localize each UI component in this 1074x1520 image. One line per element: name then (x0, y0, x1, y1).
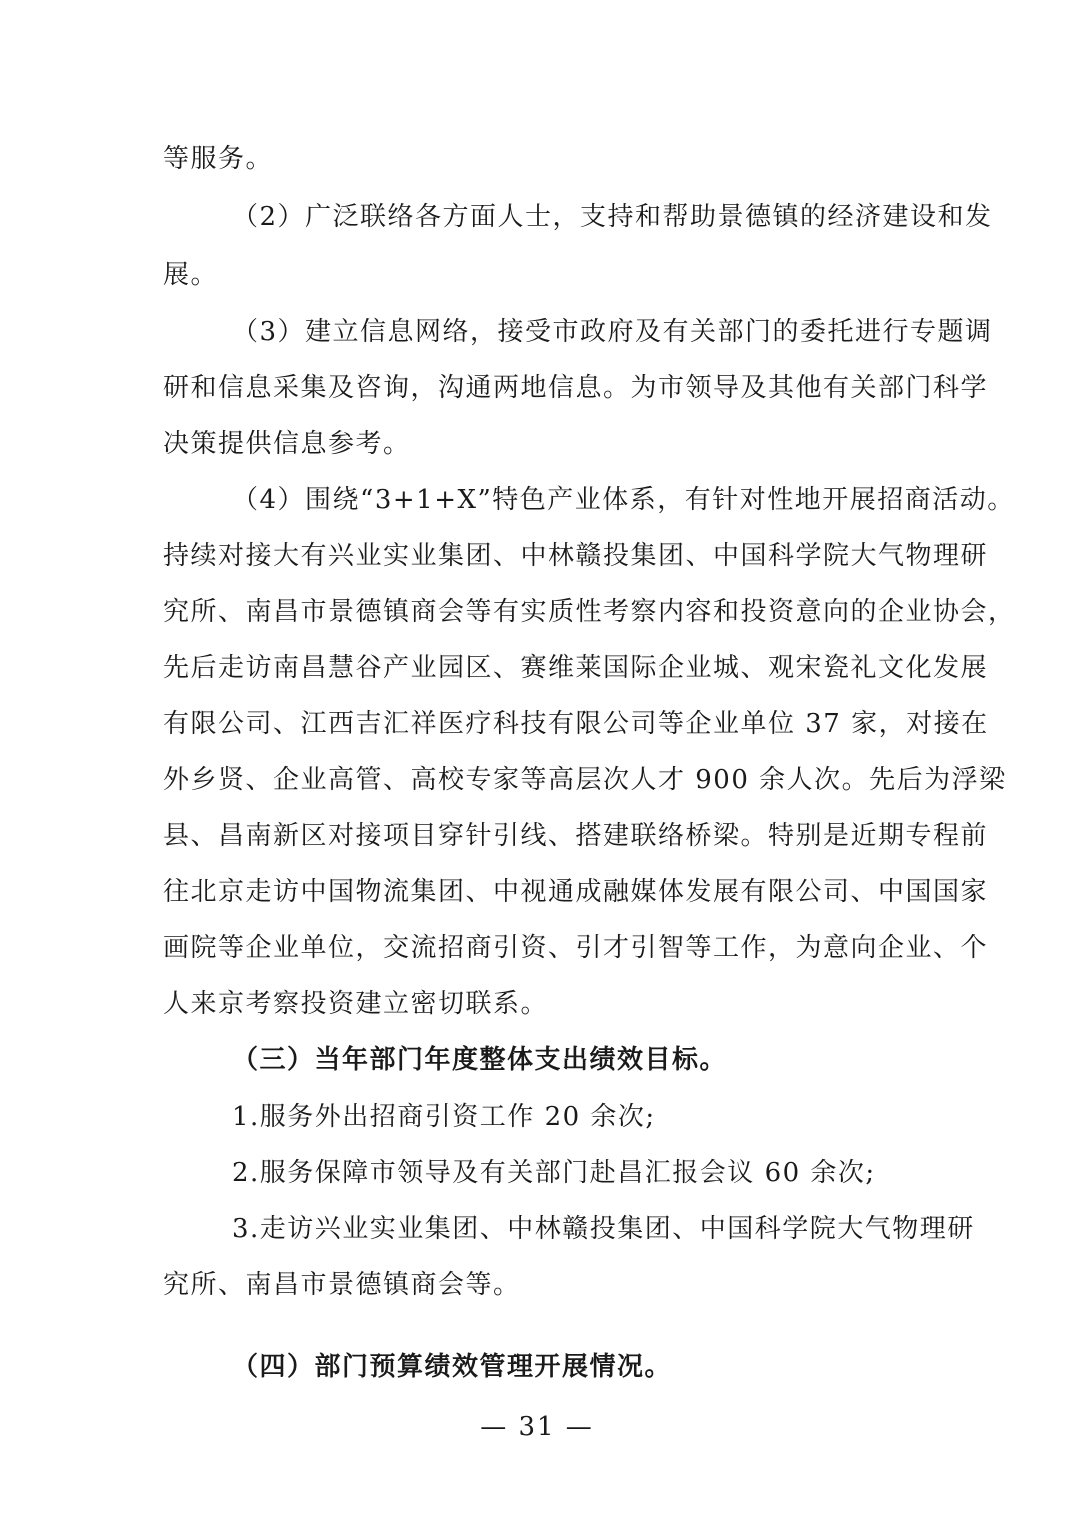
paragraph-line: 决策提供信息参考。 (163, 429, 411, 459)
paragraph-line: 等服务。 (163, 144, 274, 174)
list-item: 究所、南昌市景德镇商会等。 (163, 1270, 521, 1300)
paragraph-line: 往北京走访中国物流集团、中视通成融媒体发展有限公司、中国国家 (163, 877, 989, 907)
page-number: — 31 — (480, 1412, 594, 1442)
list-item: 3.走访兴业实业集团、中林赣投集团、中国科学院大气物理研 (232, 1214, 975, 1244)
paragraph-line: 有限公司、江西吉汇祥医疗科技有限公司等企业单位 37 家，对接在 (163, 709, 989, 739)
paragraph-line: 外乡贤、企业高管、高校专家等高层次人才 900 余人次。先后为浮梁 (163, 765, 1007, 795)
paragraph-line: 研和信息采集及咨询，沟通两地信息。为市领导及其他有关部门科学 (163, 373, 989, 403)
section-heading: （四）部门预算绩效管理开展情况。 (232, 1352, 673, 1382)
paragraph-line: （4）围绕“3+1+X”特色产业体系，有针对性地开展招商活动。 (232, 485, 1015, 515)
section-heading: （三）当年部门年度整体支出绩效目标。 (232, 1045, 728, 1075)
list-item: 1.服务外出招商引资工作 20 余次; (232, 1102, 656, 1132)
paragraph-line: 先后走访南昌慧谷产业园区、赛维莱国际企业城、观宋瓷礼文化发展 (163, 653, 989, 683)
paragraph-line: 县、昌南新区对接项目穿针引线、搭建联络桥梁。特别是近期专程前 (163, 821, 989, 851)
paragraph-line: （2）广泛联络各方面人士，支持和帮助景德镇的经济建设和发 (232, 202, 993, 232)
paragraph-line: （3）建立信息网络，接受市政府及有关部门的委托进行专题调 (232, 317, 993, 347)
paragraph-line: 人来京考察投资建立密切联系。 (163, 989, 549, 1019)
paragraph-line: 展。 (163, 260, 219, 290)
paragraph-line: 持续对接大有兴业实业集团、中林赣投集团、中国科学院大气物理研 (163, 541, 989, 571)
paragraph-line: 究所、南昌市景德镇商会等有实质性考察内容和投资意向的企业协会， (163, 597, 1016, 627)
paragraph-line: 画院等企业单位，交流招商引资、引才引智等工作，为意向企业、个 (163, 933, 989, 963)
list-item: 2.服务保障市领导及有关部门赴昌汇报会议 60 余次; (232, 1158, 876, 1188)
